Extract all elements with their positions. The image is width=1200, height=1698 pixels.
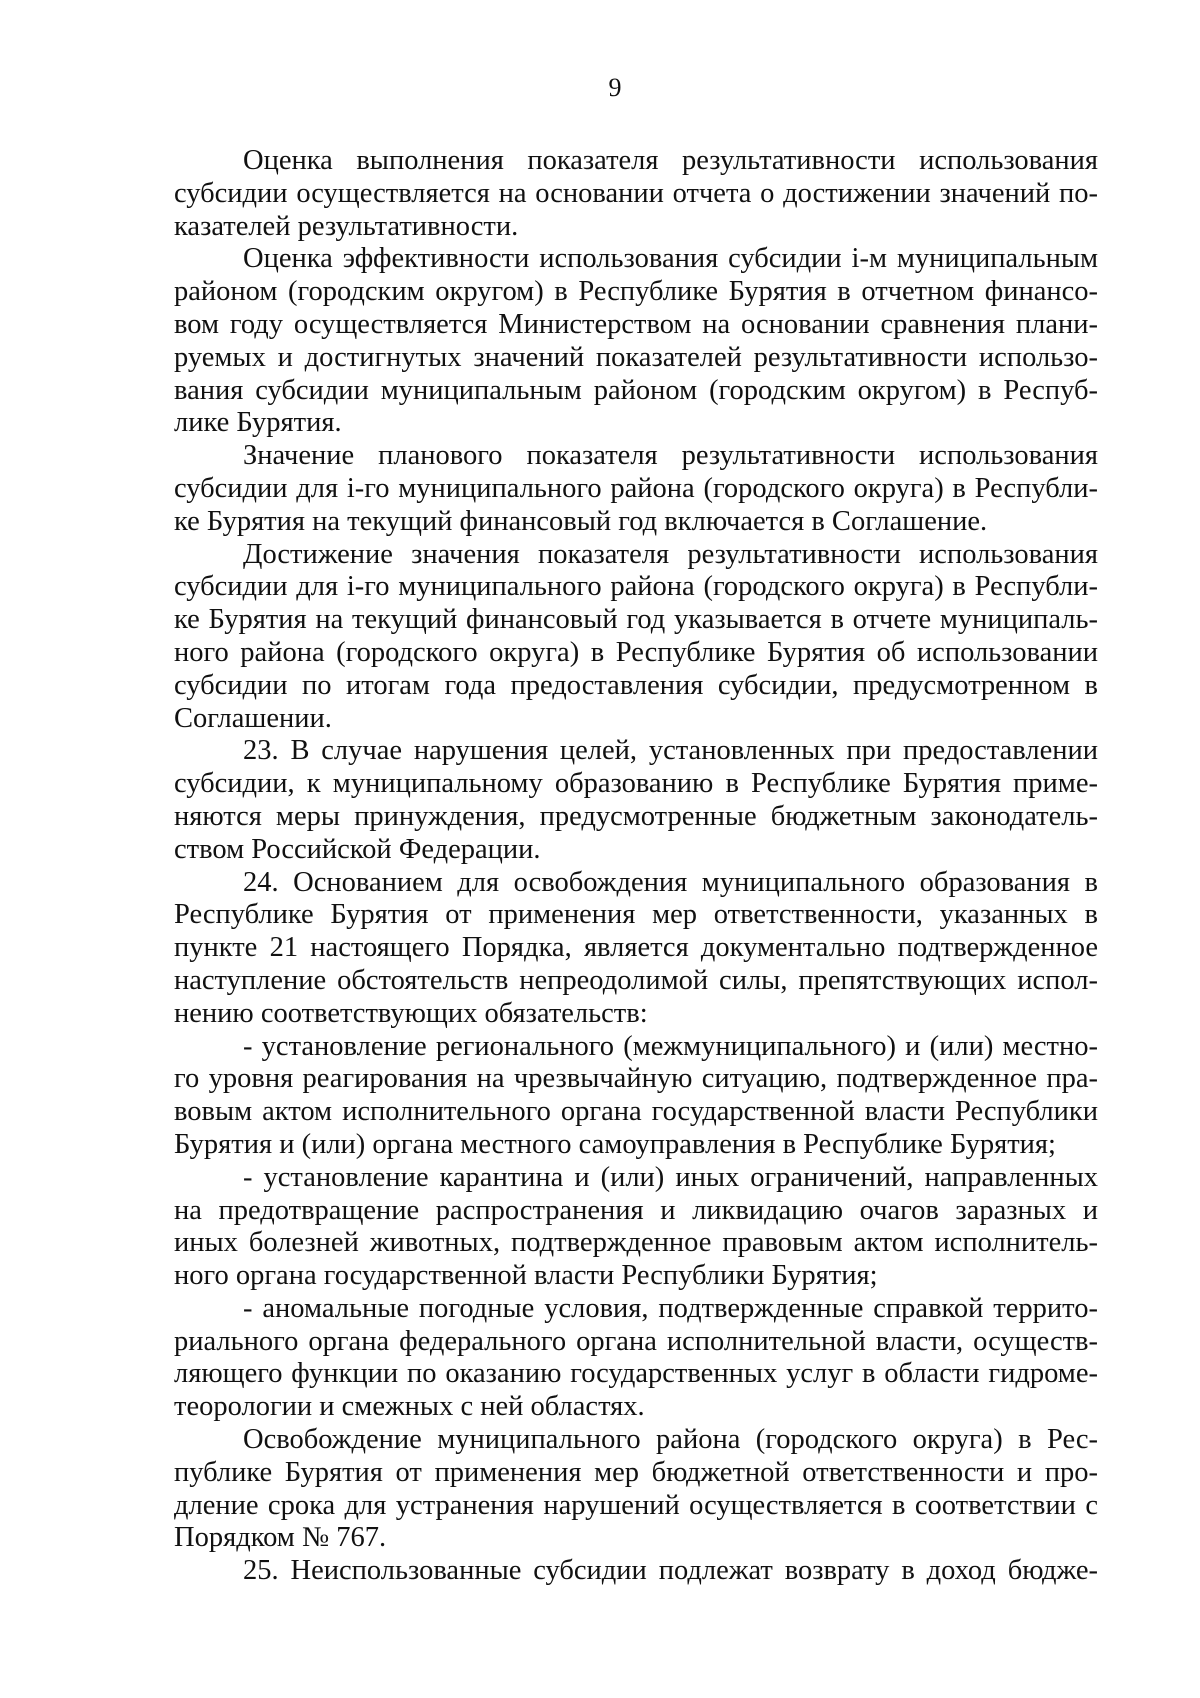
text-line: субсидии по итогам года предоставления субсидии, предусмотренном в [174, 669, 1098, 701]
paragraph-p4 [174, 539, 1098, 736]
text-line: наступление обстоятельств непреодолимой силы, препятствующих испол- [174, 964, 1098, 996]
text-line: - установление карантина и (или) иных ограничений, направленных [243, 1161, 1098, 1193]
paragraph-p7 [174, 1031, 1098, 1162]
paragraph-p5 [174, 735, 1098, 866]
text-line: теорологии и смежных с ней областях. [174, 1391, 645, 1423]
text-line: Порядком № 767. [174, 1522, 387, 1554]
text-line: Республике Бурятия от применения мер ответственности, указанных в [174, 899, 1098, 931]
paragraph-p11 [174, 1555, 1098, 1588]
text-line: Достижение значения показателя результативности использования [243, 538, 1098, 570]
text-line: 25. Неиспользованные субсидии подлежат возврату в доход бюдже- [243, 1555, 1098, 1587]
text-line: ного района (городского округа) в Республике Бурятия об использовании [174, 636, 1098, 668]
text-line: ляющего функции по оказанию государственных услуг в области гидроме- [174, 1358, 1098, 1390]
text-line: 23. В случае нарушения целей, установленных при предоставлении [243, 735, 1098, 767]
paragraph-p1 [174, 145, 1098, 243]
text-line: ке Бурятия на текущий финансовый год включается в Соглашение. [174, 505, 988, 537]
paragraph-p6 [174, 867, 1098, 1031]
text-line: субсидии осуществляется на основании отчета о достижении значений по- [174, 177, 1098, 209]
paragraph-p9 [174, 1293, 1098, 1424]
text-line: вания субсидии муниципальным районом (городским округом) в Респуб- [174, 374, 1098, 406]
text-line: казателей результативности. [174, 210, 519, 242]
text-line: - аномальные погодные условия, подтвержденные справкой террито- [243, 1292, 1098, 1324]
text-line: на предотвращение распространения и ликвидацию очагов заразных и [174, 1194, 1098, 1226]
text-line: Значение планового показателя результативности использования [243, 440, 1098, 472]
text-line: публике Бурятия от применения мер бюджетной ответственности и про- [174, 1456, 1098, 1488]
text-line: дление срока для устранения нарушений осуществляется в соответствии с [174, 1489, 1098, 1521]
text-line: субсидии для i-го муниципального района (городского округа) в Республи- [174, 571, 1098, 603]
text-line: 24. Основанием для освобождения муниципального образования в [243, 866, 1098, 898]
text-line: вом году осуществляется Министерством на основании сравнения плани- [174, 308, 1098, 340]
text-line: Бурятия и (или) органа местного самоуправления в Республике Бурятия; [174, 1128, 1056, 1160]
text-line: ке Бурятия на текущий финансовый год указывается в отчете муниципаль- [174, 604, 1098, 636]
text-line: Освобождение муниципального района (городского округа) в Рес- [243, 1424, 1098, 1456]
text-line: районом (городским округом) в Республике Бурятия в отчетном финансо- [174, 276, 1098, 308]
paragraph-p3 [174, 440, 1098, 538]
page-number: 9 [608, 73, 622, 102]
text-line: пункте 21 настоящего Порядка, является документально подтвержденное [174, 932, 1098, 964]
text-line: ством Российской Федерации. [174, 833, 541, 865]
text-line: субсидии для i-го муниципального района (городского округа) в Республи- [174, 472, 1098, 504]
text-line: Оценка выполнения показателя результативности использования [243, 145, 1098, 176]
text-line: лике Бурятия. [174, 407, 342, 439]
text-line: го уровня реагирования на чрезвычайную ситуацию, подтвержденное пра- [174, 1063, 1098, 1095]
text-line: ного органа государственной власти Республики Бурятия; [174, 1260, 878, 1292]
document-body [174, 145, 1098, 1588]
paragraph-p10 [174, 1424, 1098, 1555]
paragraph-p2 [174, 243, 1098, 440]
text-line: - установление регионального (межмуниципального) и (или) местно- [243, 1030, 1098, 1062]
paragraph-p8 [174, 1162, 1098, 1293]
text-line: риального органа федерального органа исполнительной власти, осуществ- [174, 1325, 1098, 1357]
text-line: руемых и достигнутых значений показателей результативности использо- [174, 341, 1098, 373]
text-line: Соглашении. [174, 702, 332, 734]
text-line: Оценка эффективности использования субсидии i-м муниципальным [243, 243, 1098, 275]
text-line: субсидии, к муниципальному образованию в Республике Бурятия приме- [174, 768, 1098, 800]
text-line: нению соответствующих обязательств: [174, 997, 648, 1029]
text-line: иных болезней животных, подтвержденное правовым актом исполнитель- [174, 1227, 1098, 1259]
text-line: вовым актом исполнительного органа государственной власти Республики [174, 1096, 1098, 1128]
text-line: няются меры принуждения, предусмотренные бюджетным законодатель- [174, 800, 1098, 832]
